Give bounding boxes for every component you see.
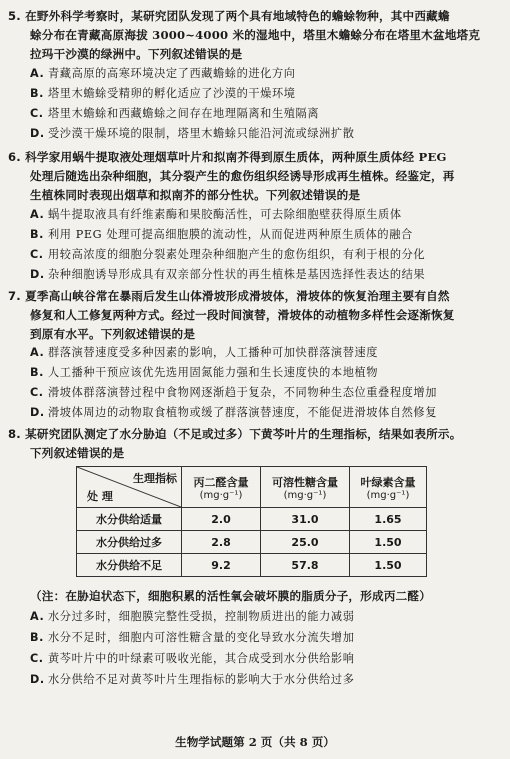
table-cell: 2.0 (182, 508, 261, 531)
q8-stem-line-2: 下列叙述错误的是 (30, 446, 125, 460)
table-row (77, 554, 427, 577)
row-label: 水分供给适量 (77, 508, 182, 531)
option-letter: D. (30, 127, 45, 140)
table-row (77, 508, 427, 531)
column-unit: (mg·g⁻¹) (366, 489, 410, 501)
q7-number: 7. (8, 289, 21, 303)
table-header-row (77, 467, 427, 508)
q5-stem-text-1: 在野外科学考察时，某研究团队发现了两个具有地域特色的蟾蜍物种，其中西藏蟾 (25, 9, 450, 23)
column-header (182, 467, 261, 508)
option-letter: A. (30, 610, 45, 623)
option-text: 青藏高原的高寒环境决定了西藏蟾蜍的进化方向 (48, 67, 296, 80)
corner-bottom-label: 处 理 (87, 490, 113, 503)
q8-stem-text-1: 某研究团队测定了水分胁迫（不足或过多）下黄芩叶片的生理指标，结果如表所示。 (25, 427, 462, 441)
option-letter: A. (30, 346, 45, 359)
table-cell: 2.8 (182, 531, 261, 554)
q7-stem-text-1: 夏季高山峡谷常在暴雨后发生山体滑坡形成滑坡体，滑坡体的恢复治理主要有自然 (25, 289, 450, 303)
q6-stem-line-2: 处理后随选出杂种细胞，其分裂产生的愈伤组织经诱导形成再生植株。经鉴定，再 (30, 169, 455, 183)
q7-option-d (30, 405, 437, 421)
q7-stem-line-3: 到原有水平。下列叙述错误的是 (30, 327, 196, 341)
q5-option-b (30, 86, 296, 102)
table-cell: 31.0 (261, 508, 350, 531)
option-text: 人工播种干预应该优先选用固氮能力强和生长速度快的本地植物 (48, 366, 379, 379)
option-text: 蜗牛提取液具有纤维素酶和果胶酶活性，可去除细胞壁获得原生质体 (48, 208, 402, 221)
option-letter: C. (30, 652, 44, 665)
column-header (350, 467, 427, 508)
option-letter: C. (30, 386, 44, 399)
table-corner-cell (77, 467, 182, 508)
option-letter: D. (30, 673, 45, 686)
q6-option-c (30, 247, 425, 263)
row-label: 水分供给不足 (77, 554, 182, 577)
q6-option-b (30, 227, 413, 243)
option-text: 杂种细胞诱导形成具有双亲部分性状的再生植株是基因选择性表达的结果 (48, 268, 426, 281)
option-text: 水分供给不足对黄芩叶片生理指标的影响大于水分供给过多 (48, 673, 355, 686)
q8-number: 8. (8, 427, 21, 441)
option-text: 水分不足时，细胞内可溶性糖含量的变化导致水分流失增加 (48, 631, 355, 644)
q7-option-b (30, 365, 378, 381)
q7-stem-line-2: 修复和人工修复两种方式。经过一段时间演替，滑坡体的动植物多样性会逐渐恢复 (30, 308, 455, 322)
column-name: 叶绿素含量 (360, 475, 416, 489)
q7-stem-line-1 (8, 288, 450, 304)
q6-number: 6. (8, 150, 21, 164)
q5-option-d (30, 126, 354, 142)
q8-stem-line-1 (8, 426, 462, 442)
q6-stem-line-3: 生植株同时表现出烟草和拟南芥的部分性状。下列叙述错误的是 (30, 188, 361, 202)
option-text: 滑坡体群落演替过程中食物网逐渐趋于复杂，不同物种生态位重叠程度增加 (48, 386, 437, 399)
q5-stem-line-1 (8, 8, 450, 24)
q5-option-c (30, 106, 319, 122)
option-text: 用较高浓度的细胞分裂素处理杂种细胞产生的愈伤组织，有利于根的分化 (48, 248, 426, 261)
q8-option-b (30, 630, 354, 646)
q5-stem-line-2: 蜍分布在青藏高原海拔 3000~4000 米的湿地中，塔里木蟾蜍分布在塔里木盆地塔克 (30, 28, 481, 42)
q8-option-a (30, 609, 354, 625)
option-letter: C. (30, 107, 44, 120)
option-letter: B. (30, 228, 44, 241)
table-cell: 1.65 (350, 508, 427, 531)
table-cell: 1.50 (350, 531, 427, 554)
option-letter: B. (30, 87, 44, 100)
option-letter: B. (30, 631, 44, 644)
q8-option-d (30, 672, 354, 688)
table-cell: 57.8 (261, 554, 350, 577)
column-name: 丙二醛含量 (193, 475, 249, 489)
option-text: 滑坡体周边的动物取食植物或缓了群落演替速度，不能促进滑坡体自然修复 (48, 406, 437, 419)
q6-option-a (30, 207, 402, 223)
option-letter: D. (30, 268, 45, 281)
option-letter: A. (30, 67, 45, 80)
option-text: 塔里木蟾蜍受精卵的孵化适应了沙漠的干燥环境 (48, 87, 296, 100)
row-label: 水分供给过多 (77, 531, 182, 554)
q5-option-a (30, 66, 296, 82)
option-letter: D. (30, 406, 45, 419)
option-letter: A. (30, 208, 45, 221)
table-cell: 25.0 (261, 531, 350, 554)
q7-option-a (30, 345, 378, 361)
column-unit: (mg·g⁻¹) (283, 489, 327, 501)
q6-stem-text-1: 科学家用蜗牛提取液处理烟草叶片和拟南芥得到原生质体，两种原生质体经 PEG (25, 150, 447, 164)
option-text: 群落演替速度受多种因素的影响，人工播种可加快群落演替速度 (48, 346, 379, 359)
option-text: 利用 PEG 处理可提高细胞膜的流动性，从而促进两种原生质体的融合 (48, 228, 413, 241)
column-unit: (mg·g⁻¹) (199, 489, 243, 501)
table-row (77, 531, 427, 554)
option-text: 塔里木蟾蜍和西藏蟾蜍之间存在地理隔离和生殖隔离 (48, 107, 320, 120)
q6-option-d (30, 267, 425, 283)
q5-number: 5. (8, 9, 21, 23)
q5-stem-line-3: 拉玛干沙漠的绿洲中。下列叙述错误的是 (30, 47, 243, 61)
q6-stem-line-1 (8, 149, 447, 165)
q8-note: （注：在胁迫状态下，细胞积累的活性氧会破坏膜的脂质分子，形成丙二醛） (30, 589, 431, 603)
column-header (261, 467, 350, 508)
page-footer: 生物学试题第 2 页（共 8 页） (175, 735, 335, 749)
table-cell: 1.50 (350, 554, 427, 577)
option-text: 水分过多时，细胞膜完整性受损，控制物质进出的能力减弱 (48, 610, 355, 623)
q8-option-c (30, 651, 354, 667)
option-text: 受沙漠干燥环境的限制，塔里木蟾蜍只能沿河流或绿洲扩散 (48, 127, 355, 140)
column-name: 可溶性糖含量 (272, 475, 338, 489)
option-letter: C. (30, 248, 44, 261)
table-cell: 9.2 (182, 554, 261, 577)
q7-option-c (30, 385, 437, 401)
corner-top-label: 生理指标 (133, 472, 177, 485)
physiology-table (76, 466, 427, 577)
option-letter: B. (30, 366, 44, 379)
option-text: 黄芩叶片中的叶绿素可吸收光能，其合成受到水分供给影响 (48, 652, 355, 665)
